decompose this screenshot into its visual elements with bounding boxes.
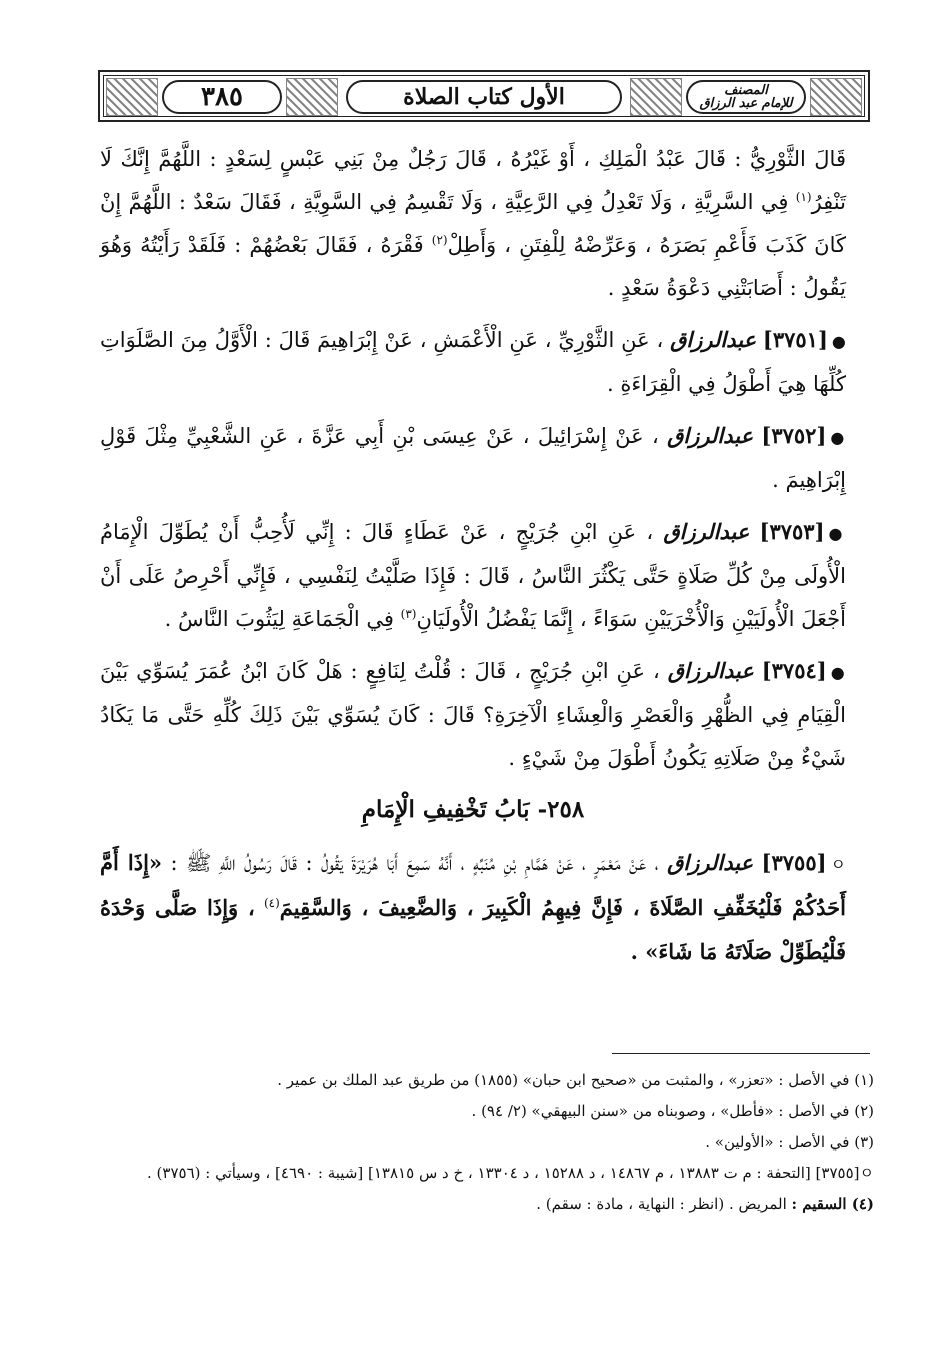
hadith-text: ، عَنِ ابْنِ جُرَيْجٍ ، عَنْ عَطَاءٍ قَالَ : إِنِّي لَأُحِبُّ أَنْ يُطَوِّلَ الْإِمَامُ الْأُولَى مِنْ كُلِّ صَلَاةٍ حَتَّى يَكْثُرَ النَّاسُ ، قَالَ : فَإِذَا صَلَّيْتُ لِنَفْسِي ، فَإِنِّي أَحْرِصُ عَلَى أَنْ أَجْعَلَ الْأُولَيَيْنِ وَالْأُخْرَيَيْنِ سَوَاءً ، إِنَّمَا يَفْضُلُ الْأُولَيَانِ (100, 520, 846, 631)
hadith-text: ، عَنِ الثَّوْرِيِّ ، عَنِ الْأَعْمَشِ ، عَنْ إِبْرَاهِيمَ قَالَ : الْأَوَّلُ مِنَ الصَّلَوَاتِ كُلِّهَا هِيَ أَطْوَلُ فِي الْقِرَاءَةِ . (100, 328, 846, 396)
footnote-marker: (٢) (431, 233, 448, 247)
hadith-text: ، عَنْ مَعْمَرٍ ، عَنْ هَمَّامِ بْنِ مُنَبِّهٍ ، أَنَّهُ سَمِعَ أَبَا هُرَيْرَةَ يَقُولُ : قَالَ رَسُولُ اللَّهِ ﷺ : (170, 851, 659, 875)
text-line: وَهُوَ يَقُولُ : أَصَابَتْنِي دَعْوَةُ سَعْدٍ . (100, 233, 846, 300)
footnote-marker: (٣) (400, 607, 417, 621)
hadith-3753 (100, 510, 846, 641)
page-number: ٣٨٥ (201, 82, 243, 112)
hadith-text: ، عَنِ ابْنِ جُرَيْجٍ ، قَالَ : قُلْتُ لِنَافِعٍ : هَلْ كَانَ ابْنُ عُمَرَ يُسَوِّي بَيْنَ الْقِيَامِ فِي الظُّهْرِ وَالْعَصْرِ وَالْعِشَاءِ الْآخِرَةِ؟ قَالَ : كَانَ يُسَوِّي بَيْنَ ذَلِكَ كُلِّهِ حَتَّى مَا يَكَادُ شَيْءٌ مِنْ صَلَاتِهِ يَكُونُ أَطْوَلَ مِنْ شَيْءٍ . (100, 659, 846, 770)
footnote-marker: (٤) (263, 896, 280, 910)
chapter-heading: ٢٥٨- بَابُ تَخْفِيفِ الْإِمَامِ (361, 796, 585, 823)
hadith-3752 (100, 414, 846, 502)
hadith-number: [٣٧٥٢] (761, 423, 827, 448)
footnote-3: (٣) في الأصل : «الأولين» . (705, 1133, 874, 1151)
footnotes (88, 1065, 874, 1220)
text-line: لَا تَنْفِرُ (100, 147, 846, 214)
footnote-takhrij-3755: ㅇ[٣٧٥٥] [التحفة : م ت ١٣٨٨٣ ، م ١٤٨٦٧ ، د ١٥٢٨٨ ، د ١٣٣٠٤ ، خ د س ١٣٨١٥] [شيبة : ٤٦٩٠] ، وسيأتي : (٣٧٥٦) . (147, 1164, 874, 1182)
bullet-icon: ● (828, 524, 846, 543)
editor-name: عبدالرزاق (670, 327, 757, 352)
running-title (346, 80, 622, 114)
page-number-box (162, 80, 282, 114)
footnote-2: (٢) في الأصل : «فأطل» ، وصوبناه من «سنن البيهقي» (٢/ ٩٤) . (471, 1102, 874, 1120)
hadith-text: ، عَنْ إِسْرَائِيلَ ، عَنْ عِيسَى بْنِ أَبِي عَزَّةَ ، عَنِ الشَّعْبِيِّ مِثْلَ قَوْلِ إِبْرَاهِيمَ . (100, 424, 846, 492)
hollow-bullet-icon: ㅇ (830, 855, 847, 874)
text-line: فِي السَّرِيَّةِ ، وَلَا تَعْدِلُ فِي الرَّعِيَّةِ ، وَلَا تَقْسِمُ فِي السَّوِيَّةِ ، فَقَالَ سَعْدٌ : اللَّهُمَّ (128, 190, 789, 214)
footnote-divider (612, 1053, 870, 1054)
ornament-left-inner (286, 78, 338, 116)
hadith-3755 (100, 841, 846, 974)
prophetic-saying: ، وَإِذَا صَلَّى وَحْدَهُ فَلْيُطَوِّلْ صَلَاتَهُ مَا شَاءَ» . (100, 895, 846, 964)
editor-name: عبدالرزاق (667, 658, 754, 683)
main-text (100, 138, 846, 982)
logo-bottom-text: للإمام عبد الرزاق (699, 96, 793, 111)
hadith-3754 (100, 649, 846, 780)
editor-name: عبدالرزاق (667, 423, 754, 448)
ornament-right-outer (810, 78, 862, 116)
hadith-number: [٣٧٥٣] (759, 519, 825, 544)
footnote-marker: (١) (795, 190, 812, 204)
hadith-number: [٣٧٥٥] (761, 850, 827, 875)
text-line: فَقْرَهُ ، فَقَالَ بَعْضُهُمْ : فَلَقَدْ رَأَيْتُهُ (140, 233, 424, 257)
text-line: إِنْ كَانَ كَذَبَ فَأَعْمِ بَصَرَهُ ، وَعَرِّضْهُ لِلْفِتَنِ ، وَأَطِلْ (100, 190, 846, 257)
footnote-4 (88, 1189, 874, 1220)
bullet-icon: ● (830, 663, 846, 682)
editor-name: عبدالرزاق (667, 850, 754, 875)
bullet-icon: ● (830, 428, 846, 447)
ornament-right-inner (630, 78, 682, 116)
hadith-number: [٣٧٥٤] (761, 658, 827, 683)
logo-top-text: المصنف (724, 83, 768, 98)
bullet-icon: ● (831, 332, 847, 351)
hadith-3751 (100, 318, 846, 406)
editor-name: عبدالرزاق (663, 519, 750, 544)
page-header (98, 70, 870, 122)
prophetic-saying: «إِذَا أَمَّ أَحَدُكُمْ فَلْيُخَفِّفِ الصَّلَاةَ ، فَإِنَّ فِيهِمُ الْكَبِيرَ ، وَالضَّعِيفَ ، وَالسَّقِيمَ (100, 850, 846, 920)
footnote-4-label: (٤) السقيم : (791, 1195, 874, 1213)
footnote-1: (١) في الأصل : «تعزر» ، والمثبت من «صحيح ابن حبان» (١٨٥٥) من طريق عبد الملك بن عمير . (277, 1071, 874, 1089)
text-line: قَالَ الثَّوْرِيُّ : قَالَ عَبْدُ الْمَلِكِ ، أَوْ غَيْرُهُ ، قَالَ رَجُلٌ مِنْ بَنِي عَبْسٍ لِسَعْدٍ : اللَّهُمَّ إِنَّكَ (120, 147, 846, 171)
ornament-left-outer (106, 78, 158, 116)
book-logo (686, 80, 806, 114)
hadith-text: فِي الْجَمَاعَةِ لِيَثُوبَ النَّاسُ . (164, 607, 394, 631)
hadith-number: [٣٧٥١] (762, 327, 828, 352)
paragraph-continuation (100, 138, 846, 310)
running-title-text: الأول كتاب الصلاة (403, 84, 565, 110)
footnote-4-text: المريض . (انظر : النهاية ، مادة : سقم) . (536, 1195, 787, 1213)
